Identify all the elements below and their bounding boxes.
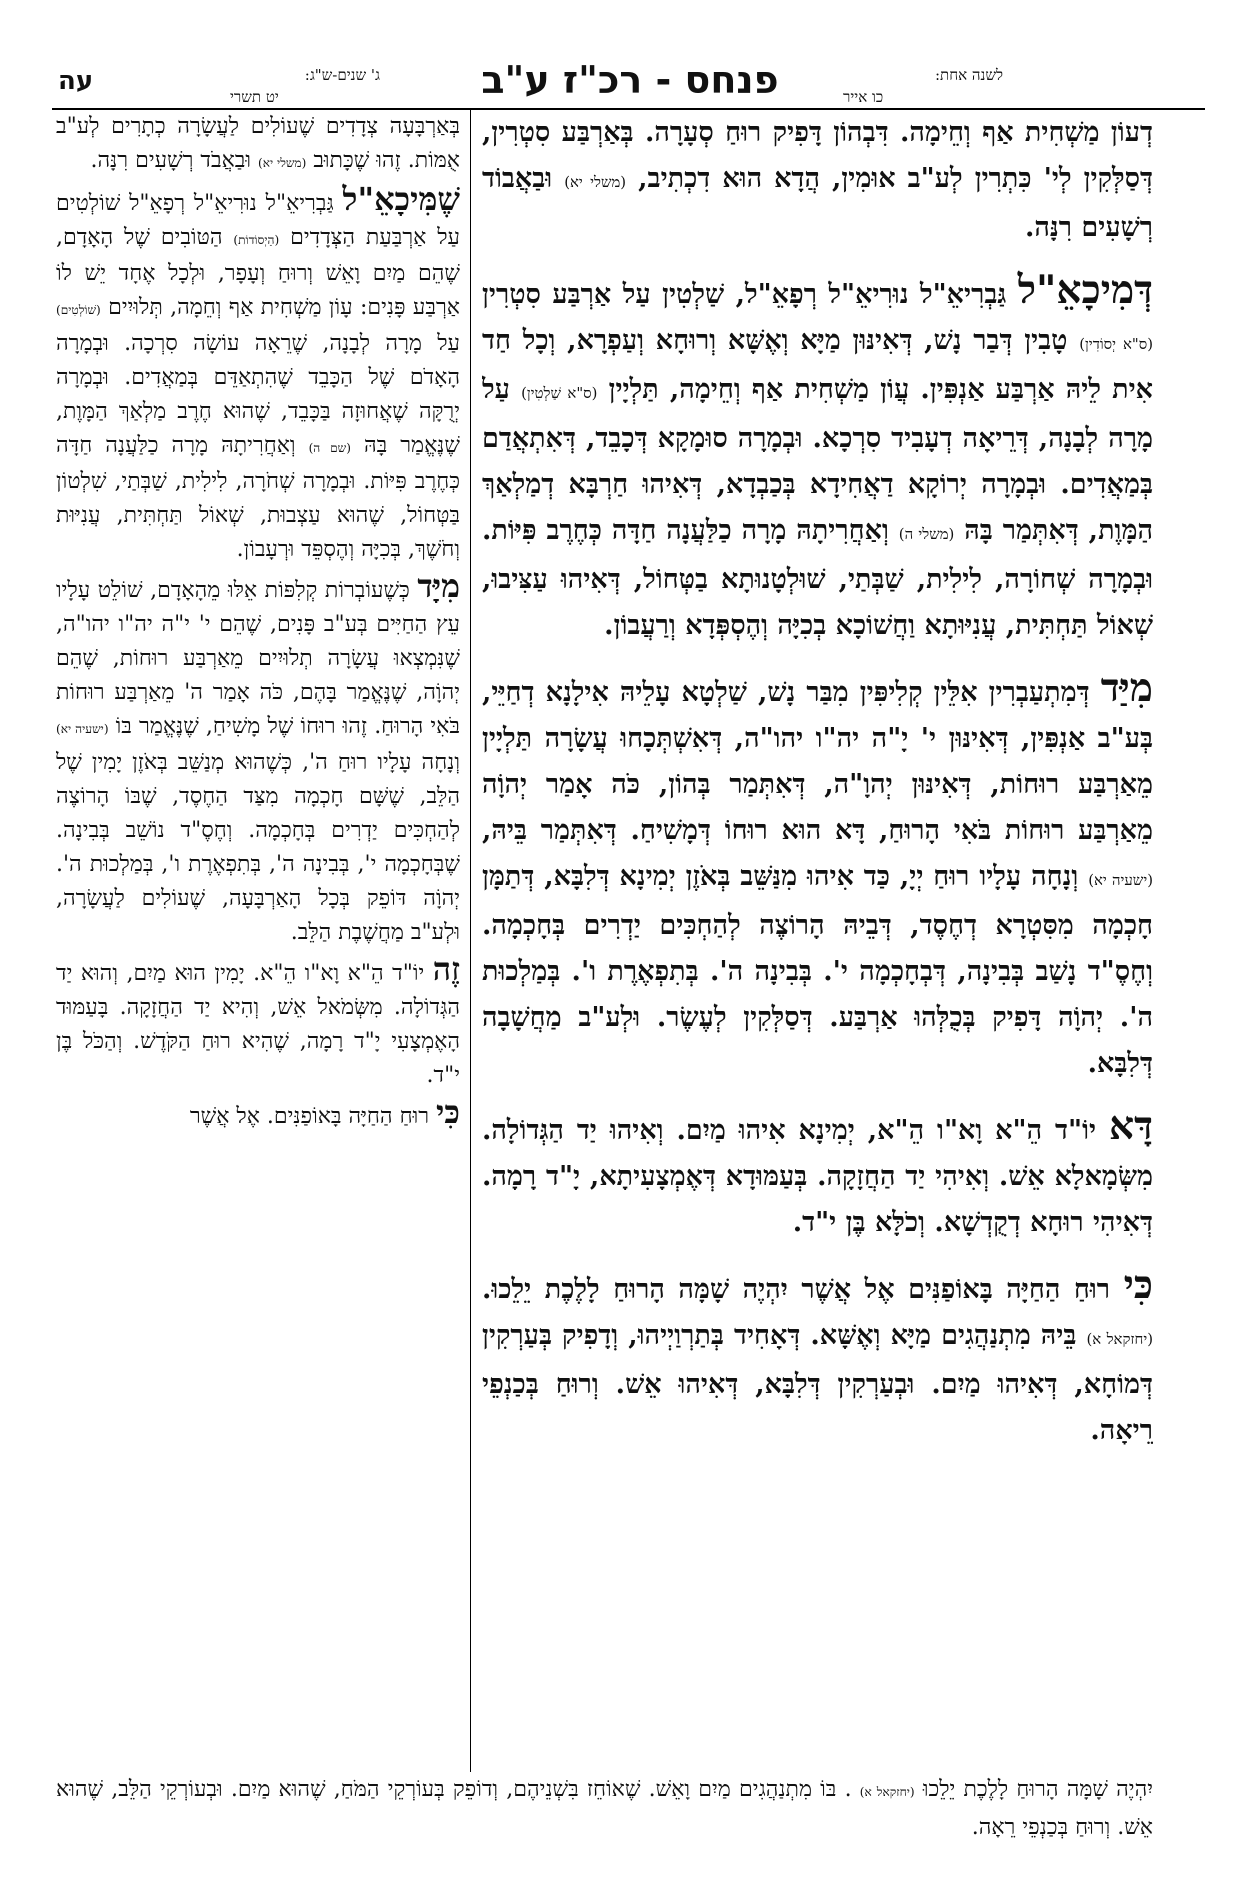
trans-p2-opening-word: שֶׁמִּיכָאֵ"ל xyxy=(342,180,460,218)
main-p4-opening-word: דָּא xyxy=(1109,1103,1153,1149)
schedule-one-year-date: כו אייר xyxy=(843,88,884,106)
main-p2-text-d: וְאַחֲרִיתָהּ מָרָה כַלַּעֲנָה חַדָּה כְּחֶרֶב פִּיּוֹת. וּבְמָרָה שְׁחוֹרָה, לִילִית, שַׁבְּתַי, שׁוּלְטָנוּתָא בַטְּחוֹל, דְּאִיהוּ עַצִּיבוּ, שְׁאוֹל תַּחְתִּית, עֲנִיּוּתָא וַחֲשׁוֹכָא בְכִיָּה וְהֶסְפְּדָא וְרַעֲבוֹן. xyxy=(482,515,1153,641)
main-paragraph-2 xyxy=(482,267,1153,649)
trans-paragraph-4 xyxy=(56,952,460,1093)
trans-p3-text-b: וְנָחָה עָלָיו רוּחַ ה', כְּשֶׁהוּא מְנַשֵּׁב בְּאֹזֶן יָמִין שֶׁל הַלֵּב, שֶׁשָּׁם חָכְמָה מִצַּד הַחֶסֶד, שֶׁבּוֹ הָרוֹצֶה לְהַחְכִּים יַדְרִים בְּחָכְמָה. וְחֶסֶ"ד נוֹשֵׁב בְּבִינָה. שֶׁבְּחָכְמָה י', בְּבִינָה ה', בְּתִפְאֶרֶת ו', בְּמַלְכוּת ה'. יְהוָֹה דּוֹפֵק בְּכָל הָאַרְבָּעָה, שֶׁעוֹלִים לַעֲשָׂרָה, וּלְע"ב מַחֲשֶׁבֶת הַלֵּב. xyxy=(56,750,460,945)
schedule-three-years-date: יט תשרי xyxy=(230,88,279,106)
trans-p4-opening-word: זֶה xyxy=(432,950,460,988)
main-p3-reference: (ישעיה יא) xyxy=(1088,871,1153,889)
schedule-one-year-label: לשנה אחת: xyxy=(935,66,1003,84)
trans-p2-reference: (שם ה) xyxy=(308,441,351,455)
main-p2-text-b: טָבִין דְּבַר נָשׁ, דְּאִינּוּן מַיָּא וְאֶשָּׁא וְרוּחָא וְעַפְרָא, וְכָל חַד אִית לֵיהּ אַרְבַּע אַנְפִּין. עֲוֹן מַשְׁחִית אַף וְחֵימָה, תַּלְיָין xyxy=(482,325,1153,405)
trans-p2-text: גַּבְרִיאֵ"ל נוּרִיאֵ"ל רְפָאֵ"ל שׁוֹלְטִים עַל אַרְבַּעַת הַצְּדָדִים xyxy=(56,191,460,250)
trans-p2-text-c: עַל מָרָה לְבָנָה, שֶׁרֵאָה עוֹשָׂה סִרְכָה. וּבְמָרָה הָאָדֹם שֶׁל הַכָּבֵד שֶׁהִתְאַדֵּם בְּמַאֲדִים. וּבְמָרָה יְרֻקָּה שֶׁאֲחוּזָה בַּכָּבֵד, שֶׁהוּא חֶרֶב מַלְאַךְ הַמָּוֶת, שֶׁנֶּאֱמַר בָּהּ xyxy=(56,331,460,458)
translation-continuation xyxy=(56,1772,1153,1856)
main-p5-text: רוּחַ הַחַיָּה בָּאוֹפַנִּים אֶל אֲשֶׁר יִהְיֶה שָׁמָּה הָרוּחַ לָלֶכֶת יֵלֵכוּ. xyxy=(482,1274,1111,1305)
trans-paragraph-2 xyxy=(56,182,460,567)
trans-p1-text: בְּאַרְבָּעָה צְדָדִים שֶׁעוֹלִים לַעֲשָׂרָה כְתָרִים לְע"ב אֻמּוֹת. זֶהוּ שֶׁכָּתוּב xyxy=(56,114,460,173)
trans-p3-reference: (ישעיה יא) xyxy=(56,722,109,736)
main-p2-text-c: עַל מָרָה לְבָנָה, דְּרֵיאָה דְעָבִיד סִרְכָא. וּבְמָרָה סוּמָקָא דְּכָבֵד, דְּאִתְאֲדַם בְּמַאֲדִים. וּבְמָרָה יְרוֹקָא דַאֲחִידָא בְּכַבְדָא, דְּאִיהוּ חַרְבָּא דְמַלְאַךְ הַמָּוֶת, דְּאִתְּמַר בָּהּ xyxy=(482,374,1153,546)
schedule-three-years-label: ג' שנים-ש"ג: xyxy=(304,66,380,84)
trans-paragraph-5 xyxy=(56,1095,460,1134)
main-paragraph-5 xyxy=(482,1262,1153,1454)
main-paragraph-3 xyxy=(482,665,1153,1087)
main-p1-end: וּבַאֲבוֹד רְשָׁעִים רִנָּה. xyxy=(482,163,1153,243)
trans-p2-text-b: הַטּוֹבִים שֶׁל הָאָדָם, שֶׁהֵם מַיִם וָאֵשׁ וְרוּחַ וְעָפָר, וּלְכָל אֶחָד יֵשׁ לוֹ אַרְבַּע פָּנִים: עָוֹן מַשְׁחִית אַף וְחֵמָה, תְּלוּיִים xyxy=(56,225,460,320)
main-text-column xyxy=(482,110,1153,1772)
main-p4-text: יוֹ"ד הֵ"א וָא"ו הֵ"א, יְמִינָא אִיהוּ מַיִם. וְאִיהוּ יַד הַגְּדוֹלָה. מִשְּׂמָאלָא אֵשׁ. וְאִיהִי יַד הַחֲזָקָה. בְּעַמּוּדָא דְּאֶמְצָעִיתָא, יָ"ד רָמָה. דְּאִיהִי רוּחָא דְקֻדְשָׁא. וְכֹלָּא בֶּן י"ד. xyxy=(482,1115,1153,1238)
header-study-schedule-three-years xyxy=(230,64,380,108)
main-p2-reference: (משלי ה) xyxy=(898,525,955,543)
page-title: פנחס - רכ"ז ע"ב xyxy=(481,58,779,102)
main-p3-opening-word: מִיַּד xyxy=(1100,665,1153,711)
trans-p3-opening-word: מִיָּד xyxy=(417,567,460,605)
main-p2-opening-word: דְּמִיכָאֵ"ל xyxy=(1017,267,1153,313)
trans-paragraph-3 xyxy=(56,569,460,950)
trans-p2-variant-1: (הַיְסוֹדוֹת) xyxy=(233,233,280,247)
main-p5-opening-word: כִּי xyxy=(1123,1262,1153,1308)
main-p3-text: דְּמִתְעַבְרִין אִלֵּין קְלִיפִּין מִבַּר נָשׁ, שַׁלְטָא עָלֵיהּ אִילָנָא דְחַיֵּי, בְּע"ב אַנְפִּין, דְּאִינּוּן י' יָ"ה יה"ו יהו"ה, דְּאִשְׁתְּכָחוּ עֲשָׂרָה תַּלְיָין מֵאַרְבַּע רוּחוֹת, דְּאִינּוּן יְהוָ"ה, דְּאִתְּמַר בְּהוֹן, כֹּה אָמַר יְהוָֹה מֵאַרְבַּע רוּחוֹת בֹּאִי הָרוּחַ, דָּא הוּא רוּחוֹ דְּמָשִׁיחַ. דְּאִתְּמַר בֵּיהּ, xyxy=(482,677,1153,846)
page-number: עה xyxy=(58,66,94,96)
main-p1-reference: (משלי יא) xyxy=(564,173,627,191)
trans-p4-text: יוֹ"ד הֵ"א וָא"ו הֵ"א. יָמִין הוּא מַיִם, וְהוּא יַד הַגְּדוֹלָה. מִשְּׂמֹאל אֵשׁ, וְהִיא יַד הַחֲזָקָה. בָּעַמּוּד הָאֶמְצָעִי יָ"ד רָמָה, שֶׁהִיא רוּחַ הַקֹּדֶשׁ. וְהַכֹּל בֶּן י"ד. xyxy=(56,961,460,1088)
trans-paragraph-1 xyxy=(56,110,460,180)
main-p2-variant-1: (ס"א יְסוֹדִין) xyxy=(1079,335,1153,353)
bottom-reference: (יחזקאל א) xyxy=(859,1785,915,1799)
trans-p5-opening-word: כִּי xyxy=(436,1093,460,1131)
trans-p1-reference: (משלי יא) xyxy=(258,156,307,170)
trans-p1-end: וּבַאֲבֹד רְשָׁעִים רִנָּה. xyxy=(90,148,252,173)
main-p5-reference: (יחזקאל א) xyxy=(1086,1330,1153,1348)
main-p1-text: דְעוֹן מַשְׁחִית אַף וְחֵימָה. דִּבְהוֹן דָּפִיק רוּחַ סְעָרָה. בְּאַרְבַּע סִטְרִין, דְּסַלְּקִין לְי' כִּתְרִין לְע"ב אוּמִין, הֲדָא הוּא דִכְתִיב, xyxy=(482,117,1153,194)
main-paragraph-4 xyxy=(482,1103,1153,1246)
main-p3-text-b: וְנָחָה עָלָיו רוּחַ יְיָ, כַּד אִיהוּ מִנַּשֵּׁב בְּאֹזֶן יְמִינָא דְּלִבָּא, דְּתַמָּן חָכְמָה מִסִּטְרָא דְחֶסֶד, דְּבֵיהּ הָרוֹצֶה לְהַחְכִּים יַדְרִים בְּחָכְמָה. וְחֶסֶ"ד נָשַׁב בְּבִינָה, דְּבְחָכְמָה י'. בְּבִינָה ה'. בְּתִפְאֶרֶת ו'. בְּמַלְכוּת ה'. יְהוָֹה דָּפִיק בְּכֻלְּהוּ אַרְבַּע. דְּסַלְּקִין לְעֶשֶׂר. וּלְע"ב מַחֲשָׁבָה דְּלִבָּא. xyxy=(482,861,1153,1079)
trans-p5-text: רוּחַ הַחַיָּה בָּאוֹפַנִּים. אֶל אֲשֶׁר xyxy=(189,1104,430,1129)
main-paragraph-1 xyxy=(482,110,1153,251)
column-divider xyxy=(470,110,471,1772)
translation-column xyxy=(56,110,460,1772)
bottom-text-2: . בּוֹ מִתְנַהֲגִים מַיִם וָאֵשׁ. שֶׁאוֹחֵז בִּשְׁנֵיהֶם, וְדוֹפֵק בְּעוֹרְקֵי הַמֹּחַ, שֶׁהוּא מַיִם. וּבְעוֹרְקֵי הַלֵּב, שֶׁהוּא אֵשׁ. וְרוּחַ בְּכַנְפֵי רֵאָה. xyxy=(56,1777,1153,1840)
header-study-schedule-one-year xyxy=(843,64,1003,108)
trans-p2-text-d: וְאַחֲרִיתָהּ מָרָה כַלַּעֲנָה חַדָּה כְּחֶרֶב פִּיּוֹת. וּבְמָרָה שְׁחֹרָה, לִילִית, שַׁבְּתַי, שִׁלְטוֹן בַּטְּחוֹל, שֶׁהוּא עַצְבוּת, שְׁאוֹל תַּחְתִּית, עֲנִיּוּת וְחֹשֶׁךְ, בְּכִיָּה וְהֶסְפֵּד וּרְעָבוֹן. xyxy=(56,433,460,562)
main-p5-text-b: בֵּיהּ מִתְנַהֲגִים מַיָּא וְאֶשָּׁא. דְּאָחִיד בְּתַרְוַיְיהוּ, וְדָפִיק בְּעַרְקִין דְּמוֹחָא, דְּאִיהוּ מַיִם. וּבְעַרְקִין דְּלִבָּא, דְּאִיהוּ אֵשׁ. וְרוּחַ בְּכַנְפֵי רֵיאָה. xyxy=(482,1320,1153,1446)
main-p2-variant-2: (ס"א שַׁלְטִין) xyxy=(521,384,598,402)
main-p2-text: גַּבְרִיאֵ"ל נוּרִיאֵ"ל רְפָאֵ"ל, שַׁלְטִין עַל אַרְבַּע סִטְרִין xyxy=(482,279,1007,310)
bottom-text-1: יִהְיֶה שָׁמָּה הָרוּחַ לָלֶכֶת יֵלֵכוּ xyxy=(922,1777,1153,1802)
trans-p3-text: כְּשֶׁעוֹבְרוֹת קְלִפּוֹת אֵלּוּ מֵהָאָדָם, שׁוֹלֵט עָלָיו עֵץ הַחַיִּים בְּע"ב פָּנִים, שֶׁהֵם י' י"ה יה"ו יהו"ה, שֶׁנִּמְצְאוּ עֲשָׂרָה תְלוּיִים מֵאַרְבַּע רוּחוֹת, שֶׁהֵם יְהוָֹה, שֶׁנֶּאֱמַר בָּהֶם, כֹּה אָמַר ה' מֵאַרְבַּע רוּחוֹת בֹּאִי הָרוּחַ. זֶהוּ רוּחוֹ שֶׁל מָשִׁיחַ, שֶׁנֶּאֱמַר בּוֹ xyxy=(56,578,460,739)
trans-p2-variant-2: (שׁוֹלְטִים) xyxy=(56,303,101,317)
